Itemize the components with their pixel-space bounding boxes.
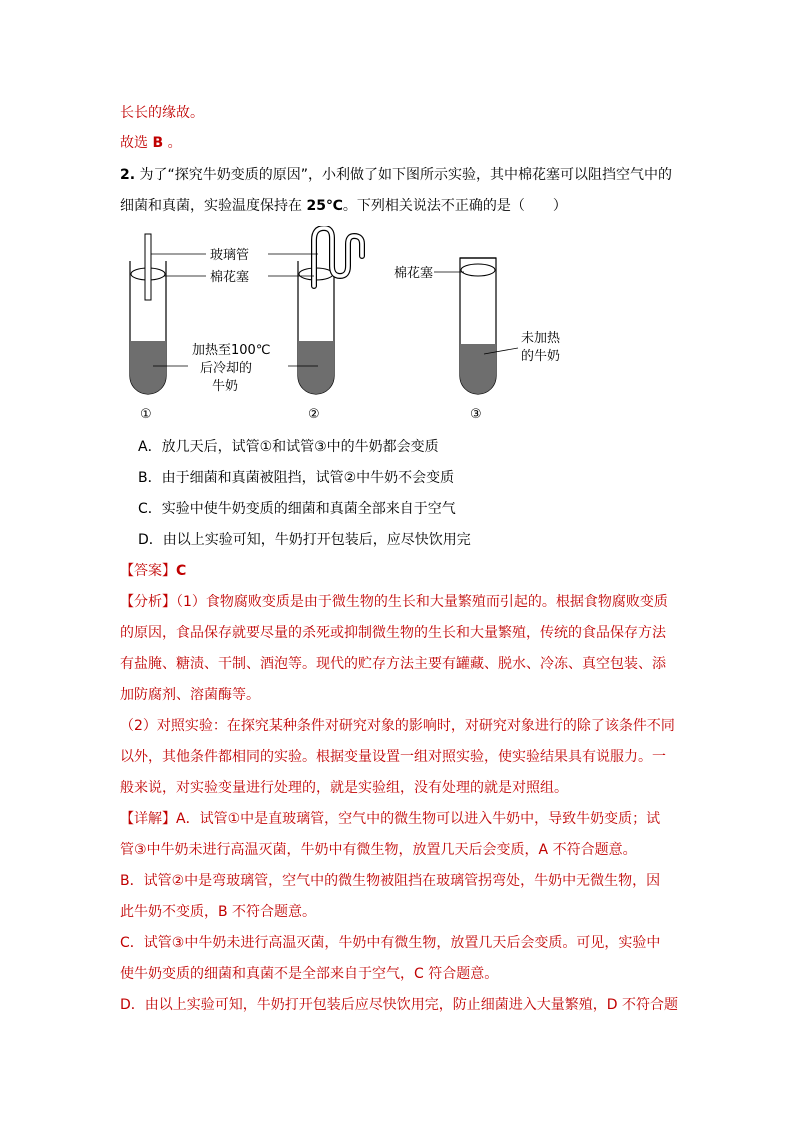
label-cotton-plug: 棉花塞	[210, 270, 250, 285]
detail-line: B．试管②中是弯玻璃管，空气中的微生物被阻挡在玻璃管拐弯处，牛奶中无微生物，因	[120, 873, 661, 889]
option-a: A．放几天后，试管①和试管③中的牛奶都会变质	[138, 439, 439, 455]
analysis-tag: 【分析】	[120, 594, 176, 610]
tube-number-2: ②	[308, 407, 320, 422]
detail-line: 管③中牛奶未进行高温灭菌，牛奶中有微生物，放置几天后会变质，A 不符合题意。	[120, 842, 637, 858]
analysis-line	[120, 592, 668, 612]
option-d: D．由以上实验可知，牛奶打开包装后，应尽快饮用完	[138, 532, 471, 548]
text-span: （1）食物腐败变质是由于微生物的生长和大量繁殖而引起的。根据食物腐败变质	[176, 594, 668, 610]
tube-number-3: ③	[470, 407, 482, 422]
label-glass-tube: 玻璃管	[210, 248, 250, 263]
answer-line	[120, 561, 186, 581]
tube-number-1: ①	[140, 407, 152, 422]
text-span: 细菌和真菌，实验温度保持在	[120, 198, 307, 214]
answer-letter: B	[152, 135, 164, 151]
detail-tag: 【详解】	[120, 811, 176, 827]
analysis-line: 加防腐剂、溶菌酶等。	[120, 687, 260, 703]
detail-line	[120, 809, 660, 829]
question-number: 2.	[120, 167, 136, 183]
detail-line: 使牛奶变质的细菌和真菌不是全部来自于空气，C 符合题意。	[120, 966, 499, 982]
analysis-line: 以外，其他条件都相同的实验。根据变量设置一组对照实验，使实验结果具有说服力。一	[120, 749, 666, 765]
label-heated-milk-1: 加热至100℃	[192, 343, 271, 358]
experiment-figure	[118, 226, 578, 426]
detail-line: D．由以上实验可知，牛奶打开包装后应尽快饮用完，防止细菌进入大量繁殖，D 不符合题	[120, 997, 679, 1013]
text-span: A．试管①中是直玻璃管，空气中的微生物可以进入牛奶中，导致牛奶变质；试	[176, 811, 661, 827]
analysis-line: （2）对照实验：在探究某种条件对研究对象的影响时，对研究对象进行的除了该条件不同	[120, 718, 675, 734]
text-span: 。	[163, 135, 182, 151]
test-tube-1	[130, 234, 166, 394]
text-span: 为了“探究牛奶变质的原因”，小利做了如下图所示实验，其中棉花塞可以阻挡空气中的	[135, 167, 673, 183]
option-b: B．由于细菌和真菌被阻挡，试管②中牛奶不会变质	[138, 470, 455, 486]
label-heated-milk-2: 后冷却的	[200, 361, 253, 376]
answer-tag: 【答案】	[120, 563, 176, 579]
detail-line: 此牛奶不变质，B 不符合题意。	[120, 904, 317, 920]
answer-letter: C	[176, 563, 187, 579]
detail-line: C．试管③中牛奶未进行高温灭菌，牛奶中有微生物，放置几天后会变质。可见，实验中	[120, 935, 661, 951]
text-line: 长长的缘故。	[120, 105, 204, 121]
label-heated-milk-3: 牛奶	[212, 379, 239, 394]
test-tube-2	[298, 228, 362, 394]
question-line	[120, 196, 567, 216]
analysis-line: 有盐腌、糖渍、干制、酒泡等。现代的贮存方法主要有罐藏、脱水、冷冻、真空包装、添	[120, 656, 666, 672]
text-line	[120, 133, 182, 153]
label-unheated-milk-2: 的牛奶	[521, 349, 561, 364]
option-c: C．实验中使牛奶变质的细菌和真菌全部来自于空气	[138, 501, 456, 517]
analysis-line: 般来说，对实验变量进行处理的，就是实验组，没有处理的就是对照组。	[120, 780, 568, 796]
label-unheated-milk-1: 未加热	[521, 331, 561, 346]
text-span: 。下列相关说法不正确的是（ ）	[342, 198, 567, 214]
test-tube-3	[460, 258, 496, 394]
text-span: 故选	[120, 135, 153, 151]
temperature: 25℃	[306, 198, 343, 214]
analysis-line: 的原因，食品保存就要尽量的杀死或抑制微生物的生长和大量繁殖，传统的食品保存方法	[120, 625, 666, 641]
label-cotton-plug-3: 棉花塞	[394, 266, 434, 281]
question-line	[120, 165, 672, 185]
